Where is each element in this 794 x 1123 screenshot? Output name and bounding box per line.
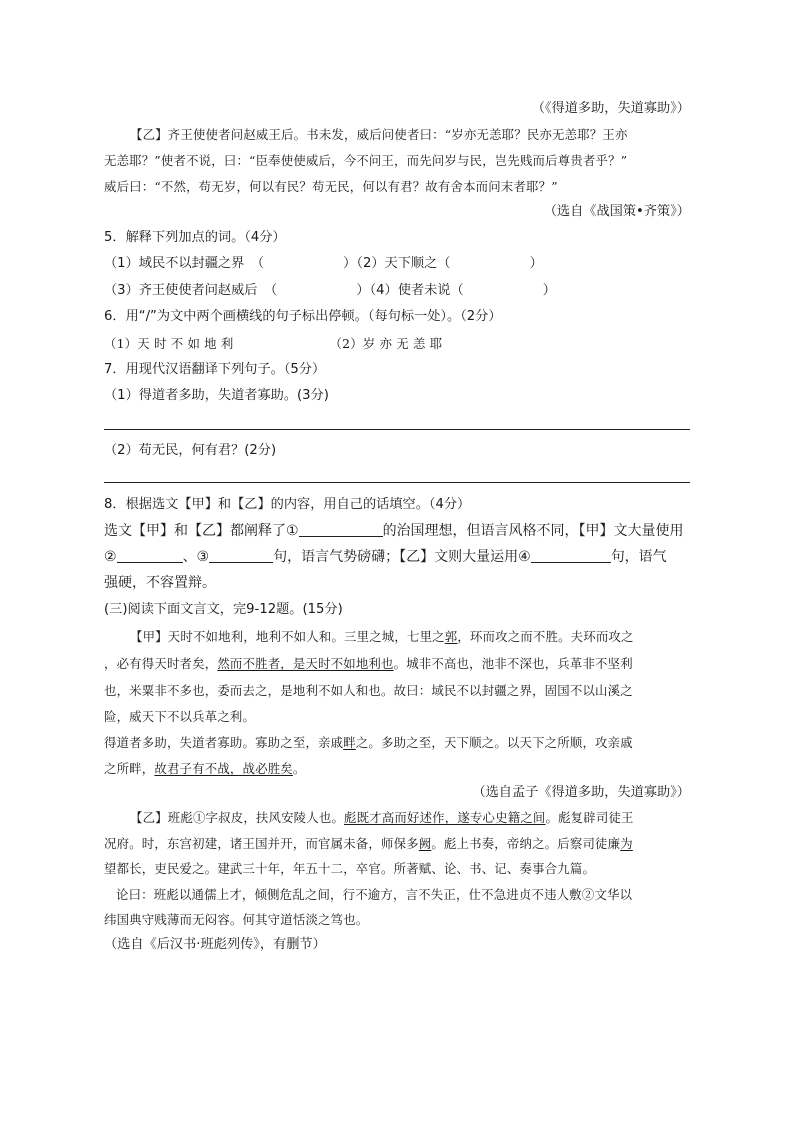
- section-3-heading: (三)阅读下面文言文，完9-12题。(15分): [104, 602, 343, 617]
- question-8-line-1: 选文【甲】和【乙】都阐释了① 的治国理想，但语言风格不同，【甲】文大量使用: [104, 523, 684, 539]
- passage-yi-line-1: 【乙】齐王使使者问赵威王后。书未发，威后问使者曰：“岁亦无恙耶？民亦无恙耶？王亦: [130, 127, 628, 142]
- dotted-word: 畔: [343, 735, 356, 750]
- question-5-items-3-4: （3）齐王使使者问赵威后 （ ）（4）使者未说（ ）: [104, 283, 556, 298]
- question-5-title: 5．解释下列加点的词。（4分）: [104, 230, 286, 245]
- passage-jia-line-4: 险，威天下不以兵革之利。: [104, 709, 256, 724]
- passage-yi-line-2: 无恙耶？”使者不说，曰：“臣奉使使威后，今不问王，而先问岁与民，岂先贱而后尊贵者乎？”: [104, 153, 628, 168]
- source-citation-3: （选自孟子《得道多助，失道寡助》）: [472, 785, 690, 800]
- question-8-title: 8．根据选文【甲】和【乙】的内容，用自己的话填空。（4分）: [104, 497, 471, 512]
- question-6-items: [104, 334, 690, 354]
- question-5-items-1-2: （1）域民不以封疆之界 （ ）（2）天下顺之（ ）: [104, 256, 543, 271]
- passage-jia-line-6: 之所畔，故君子有不战，战必胜矣。: [104, 761, 306, 776]
- underlined-sentence: 然而不胜者，是天时不如地利也: [217, 656, 394, 671]
- passage-banbiao-line-4: 论曰：班彪以通儒上才，倾侧危乱之间，行不逾方，言不失正，仕不急进贞不违人敷②文华以: [116, 887, 633, 902]
- passage-banbiao-line-3: 望都长，吏民爱之。建武三十年，年五十二，卒官。所著赋、论、书、记、奏事合九篇。: [104, 861, 596, 876]
- dotted-word: 阙: [418, 836, 432, 851]
- answer-line-7-2[interactable]: [104, 482, 690, 483]
- question-7-item-2: （2）苟无民，何有君？(2分): [104, 443, 277, 458]
- dotted-word: 郭: [444, 629, 458, 644]
- question-8-line-2: ② 、③ 句，语言气势磅礴；【乙】文则大量运用④ 句，语气: [104, 549, 667, 565]
- blank-1[interactable]: [299, 522, 383, 537]
- question-7-title: 7．用现代汉语翻译下列句子。（5分）: [104, 362, 326, 377]
- underlined-sentence: 故君子有不战，战必胜矣: [154, 761, 293, 776]
- dotted-word: 为: [620, 836, 633, 851]
- passage-banbiao-line-2: 况府。时，东宫初建，诸王国并开，而官属未备，师保多阙。彪上书奏，帝纳之。后察司徒廉为: [104, 836, 633, 851]
- passage-banbiao-line-1: 【乙】班彪①字叔皮，扶风安陵人也。彪既才高而好述作，遂专心史籍之间。彪复辟司徒王: [130, 810, 634, 825]
- blank-2[interactable]: [117, 548, 183, 563]
- passage-jia-line-2: ，必有得天时者矣，然而不胜者，是天时不如地利也。城非不高也，池非不深也，兵革非不坚利: [104, 656, 633, 671]
- blank-3[interactable]: [209, 548, 273, 563]
- question-6-item-1: （1）天 时 不 如 地 利: [104, 336, 234, 351]
- answer-line-7-1[interactable]: [104, 429, 690, 430]
- passage-jia-line-5: 得道者多助，失道者寡助。寡助之至，亲戚畔之。多助之至，天下顺之。以天下之所顺，攻亲戚: [104, 735, 633, 750]
- passage-yi-line-3: 威后曰：“不然，苟无岁，何以有民？苟无民，何以有君？故有舍本而问末者耶？”: [104, 179, 558, 194]
- passage-jia-line-3: 也，米粟非不多也，委而去之，是地利不如人和也。故曰：域民不以封疆之界，固国不以山溪之: [104, 683, 633, 698]
- source-citation-1: （《得道多助，失道寡助》）: [531, 101, 690, 116]
- question-6-item-2: （2）岁 亦 无 恙 耶: [329, 336, 443, 351]
- blank-4[interactable]: [531, 548, 611, 563]
- passage-banbiao-line-5: 纬国典守贱薄而无闷容。何其守道恬淡之笃也。: [104, 912, 369, 927]
- passage-jia-line-1: 【甲】天时不如地利，地利不如人和。三里之城，七里之郭，环而攻之而不胜。夫环而攻之: [130, 629, 634, 644]
- source-citation-2: （选自《战国策•齐策》）: [543, 204, 690, 219]
- question-8-line-3: 强硬，不容置辩。: [104, 575, 216, 591]
- source-citation-4: （选自《后汉书·班彪列传》，有删节）: [104, 937, 326, 952]
- question-7-item-1: （1）得道者多助，失道者寡助。(3分): [104, 388, 329, 403]
- underlined-sentence: 彪既才高而好述作，遂专心史籍之间: [344, 810, 546, 825]
- question-6-title: 6．用“/”为文中两个画横线的句子标出停顿。（每句标一处）。（2分）: [104, 309, 502, 324]
